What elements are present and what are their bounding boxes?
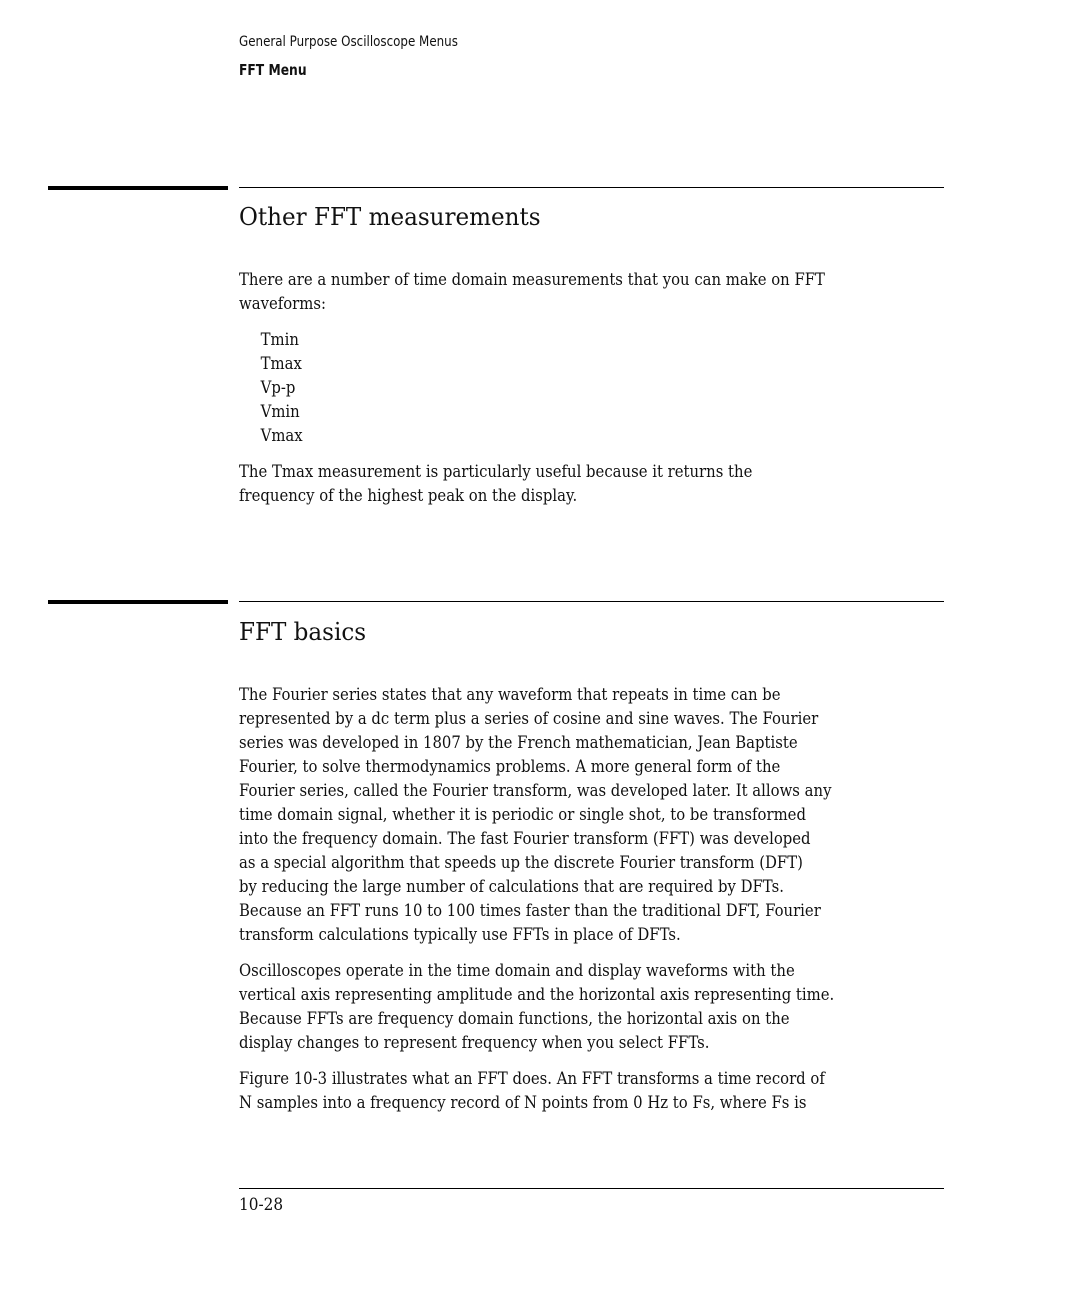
text-line: Oscilloscopes operate in the time domain and display waveforms with the <box>239 961 795 980</box>
section-marker-rule <box>48 186 228 190</box>
text-line: time domain signal, whether it is periodic or single shot, to be transformed <box>239 805 806 824</box>
text-line: into the frequency domain. The fast Fourier transform (FFT) was developed <box>239 829 811 848</box>
section-divider-rule <box>239 187 944 188</box>
list-item: Tmax <box>260 354 302 373</box>
section-body <box>239 268 887 520</box>
list-item: Vp-p <box>260 378 296 397</box>
footer-rule <box>239 1188 944 1189</box>
text-line: N samples into a frequency record of N points from 0 Hz to Fs, where Fs is <box>239 1093 807 1112</box>
running-header <box>239 32 458 80</box>
paragraph-figure-reference <box>239 1067 887 1115</box>
text-line: Because FFTs are frequency domain functions, the horizontal axis on the <box>239 1009 790 1028</box>
text-line: The Fourier series states that any waveform that repeats in time can be <box>239 685 781 704</box>
section-heading: Other FFT measurements <box>239 203 541 231</box>
list-item: Vmin <box>260 402 300 421</box>
paragraph-oscilloscopes <box>239 959 887 1055</box>
text-line: display changes to represent frequency when you select FFTs. <box>239 1033 710 1052</box>
list-item: Tmin <box>260 330 299 349</box>
text-line: waveforms: <box>239 294 326 313</box>
section-title: FFT Menu <box>239 61 307 79</box>
page-number: 10-28 <box>239 1195 284 1215</box>
measurement-list <box>239 328 887 448</box>
section-body <box>239 683 887 1127</box>
section-heading: FFT basics <box>239 618 367 646</box>
closing-paragraph <box>239 460 887 508</box>
section-marker-rule <box>48 600 228 604</box>
text-line: Figure 10-3 illustrates what an FFT does. An FFT transforms a time record of <box>239 1069 825 1088</box>
text-line: Because an FFT runs 10 to 100 times faster than the traditional DFT, Fourier <box>239 901 821 920</box>
text-line: transform calculations typically use FFTs in place of DFTs. <box>239 925 681 944</box>
text-line: vertical axis representing amplitude and the horizontal axis representing time. <box>239 985 835 1004</box>
text-line: as a special algorithm that speeds up the discrete Fourier transform (DFT) <box>239 853 803 872</box>
text-line: represented by a dc term plus a series of cosine and sine waves. The Fourier <box>239 709 819 728</box>
section-divider-rule <box>239 601 944 602</box>
chapter-title: General Purpose Oscilloscope Menus <box>239 34 458 50</box>
list-item: Vmax <box>260 426 303 445</box>
text-line: series was developed in 1807 by the French mathematician, Jean Baptiste <box>239 733 798 752</box>
intro-paragraph <box>239 268 887 316</box>
text-line: by reducing the large number of calculations that are required by DFTs. <box>239 877 784 896</box>
text-line: Fourier, to solve thermodynamics problems. A more general form of the <box>239 757 781 776</box>
text-line: The Tmax measurement is particularly useful because it returns the <box>239 462 753 481</box>
text-line: There are a number of time domain measurements that you can make on FFT <box>239 270 825 289</box>
text-line: frequency of the highest peak on the display. <box>239 486 578 505</box>
text-line: Fourier series, called the Fourier transform, was developed later. It allows any <box>239 781 832 800</box>
paragraph-fourier-series <box>239 683 887 947</box>
